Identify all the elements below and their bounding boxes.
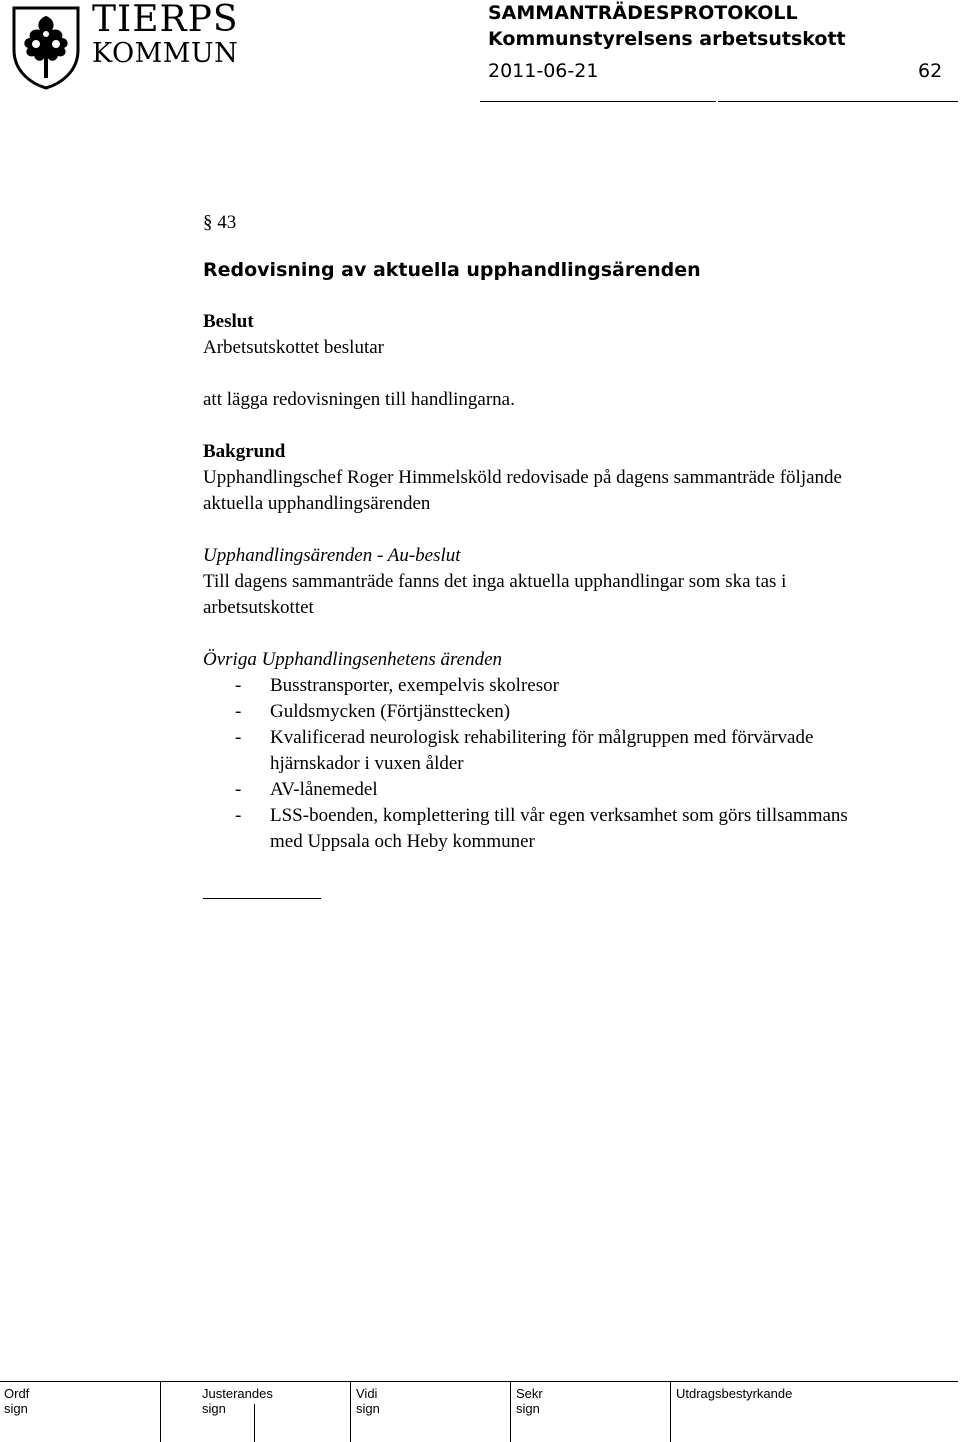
- list-item: AV-lånemedel: [270, 779, 378, 800]
- header-rule-right: [718, 101, 958, 102]
- list-item: Guldsmycken (Förtjänsttecken): [270, 701, 511, 722]
- list-bullet: -: [235, 675, 242, 696]
- sekr-sign-label: Sekr sign: [516, 1386, 543, 1416]
- bakgrund-line-2: aktuella upphandlingsärenden: [203, 493, 431, 514]
- footer-divider: [254, 1404, 255, 1442]
- au-line-2: arbetsutskottet: [203, 597, 314, 618]
- footer-divider: [670, 1382, 671, 1442]
- list-item-continuation: med Uppsala och Heby kommuner: [270, 831, 535, 852]
- list-item: Kvalificerad neurologisk rehabilitering för målgruppen med förvärvade: [270, 727, 814, 748]
- bakgrund-heading: Bakgrund: [203, 441, 286, 462]
- list-bullet: -: [235, 779, 242, 800]
- footer-divider: [510, 1382, 511, 1442]
- utdragsbestyrkande-label: Utdragsbestyrkande: [676, 1386, 793, 1401]
- bakgrund-line-1: Upphandlingschef Roger Himmelsköld redovisade på dagens sammanträde följande: [203, 467, 842, 488]
- justerandes-sign-label: Justerandes sign: [202, 1386, 273, 1416]
- section-title: Redovisning av aktuella upphandlingsärenden: [203, 259, 701, 281]
- signature-footer: [0, 1381, 958, 1442]
- logo-line-1: TIERPS: [92, 0, 239, 40]
- footer-divider: [160, 1382, 161, 1442]
- list-bullet: -: [235, 727, 242, 748]
- au-line-1: Till dagens sammanträde fanns det inga aktuella upphandlingar som ska tas i: [203, 571, 787, 592]
- footnote-separator: [203, 898, 321, 899]
- list-item: LSS-boenden, komplettering till vår egen verksamhet som görs tillsammans: [270, 805, 848, 826]
- municipality-coat-of-arms-logo: [10, 4, 82, 90]
- list-item-continuation: hjärnskador i vuxen ålder: [270, 753, 464, 774]
- committee-name: Kommunstyrelsens arbetsutskott: [488, 28, 846, 50]
- document-header: [488, 0, 846, 52]
- meeting-date: 2011-06-21: [488, 60, 599, 82]
- doc-type-title: SAMMANTRÄDESPROTOKOLL: [488, 2, 798, 24]
- au-heading: Upphandlingsärenden - Au-beslut: [203, 545, 461, 566]
- list-item: Busstransporter, exempelvis skolresor: [270, 675, 559, 696]
- ordf-sign-label: Ordf sign: [4, 1386, 30, 1416]
- beslut-intro: Arbetsutskottet beslutar: [203, 337, 384, 358]
- municipality-name-logo: [92, 2, 239, 67]
- ovriga-heading: Övriga Upphandlingsenhetens ärenden: [203, 649, 503, 670]
- logo-line-2: KOMMUN: [92, 38, 239, 69]
- beslut-heading: Beslut: [203, 311, 254, 332]
- beslut-text: att lägga redovisningen till handlingarna.: [203, 389, 515, 410]
- footer-divider: [350, 1382, 351, 1442]
- header-rule-left: [480, 101, 716, 102]
- list-bullet: -: [235, 701, 242, 722]
- vidi-sign-label: Vidi sign: [356, 1386, 380, 1416]
- page-number: 62: [918, 60, 943, 82]
- list-bullet: -: [235, 805, 242, 826]
- paragraph-number: § 43: [203, 212, 237, 233]
